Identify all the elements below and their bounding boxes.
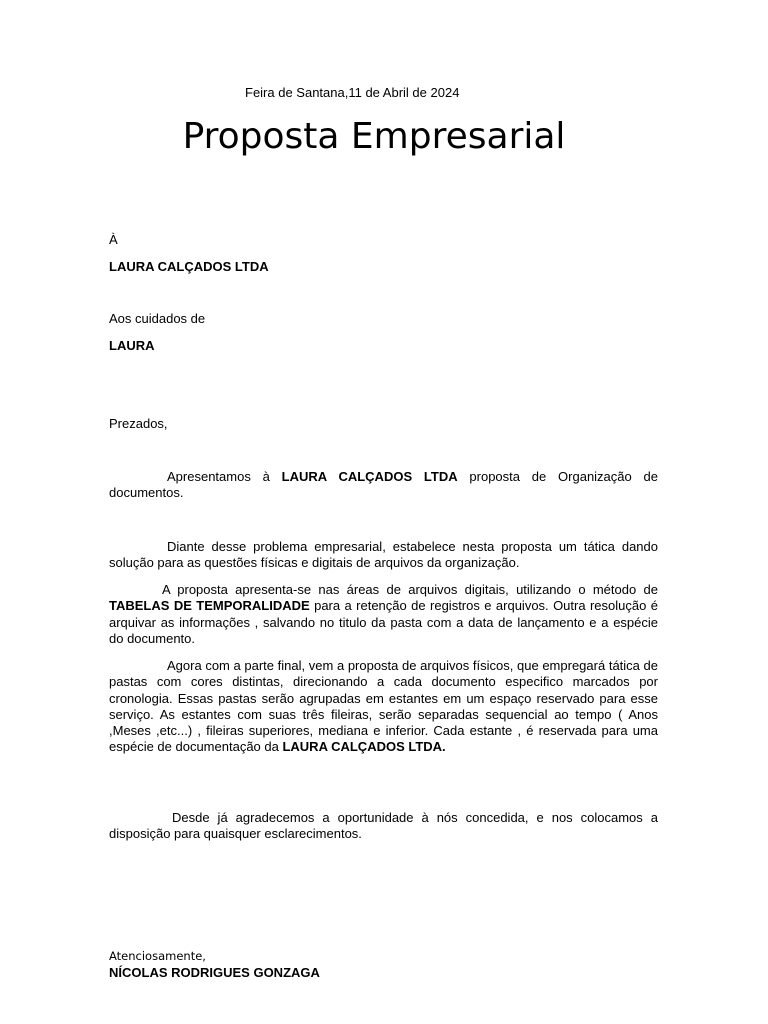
p4-text-before: Agora com a parte final, vem a proposta de arquivos físicos, que empregará tática de pastas com cores distintas, direcionando a cada documento especifico marcados por cronologia. Essas pastas serão agrupadas em estantes em um espaço reservado para esse serviço. As estantes com suas três fileiras, serão separadas sequencial ao tempo ( Anos ,Meses ,etc...) , fileiras superiores, mediana e inferior. Cada estante , é reservada para uma espécie de documentação da [109, 658, 658, 755]
signer-name: NÍCOLAS RODRIGUES GONZAGA [109, 965, 320, 980]
document-title: Proposta Empresarial [182, 116, 566, 157]
closing-line: Atenciosamente, [109, 949, 206, 963]
p3-text-after: para a retenção de registros e arquivos. Outra resolução é arquivar as informações , salvando no titulo da pasta com a data de lançamento e a espécie do documento. [109, 598, 658, 646]
p1-text-before: Apresentamos à [167, 469, 282, 484]
attention-label: Aos cuidados de [109, 311, 206, 326]
attention-name: LAURA [109, 338, 155, 353]
paragraph-thanks: Desde já agradecemos a oportunidade à nós concedida, e nos colocamos a disposição para quaisquer esclarecimentos. [109, 810, 658, 842]
greeting: Prezados, [109, 416, 168, 431]
paragraph-introduction [109, 469, 658, 502]
p4-company-bold: LAURA CALÇADOS LTDA. [282, 739, 446, 755]
recipient-to-label: À [109, 232, 118, 247]
p3-method-bold: TABELAS DE TEMPORALIDADE [109, 598, 310, 614]
recipient-company: LAURA CALÇADOS LTDA [109, 259, 269, 274]
p1-company-bold: LAURA CALÇADOS LTDA [281, 469, 458, 484]
paragraph-physical-archives [109, 658, 658, 756]
p1-text-after: proposta de Organização de documentos. [109, 469, 659, 501]
paragraph-digital-archives [109, 582, 658, 647]
date-line: Feira de Santana,11 de Abril de 2024 [245, 85, 460, 100]
paragraph-problem: Diante desse problema empresarial, estabelece nesta proposta um tática dando solução para as questões físicas e digitais de arquivos da organização. [109, 539, 658, 571]
p3-text-before: A proposta apresenta-se nas áreas de arquivos digitais, utilizando o método de [162, 582, 658, 597]
